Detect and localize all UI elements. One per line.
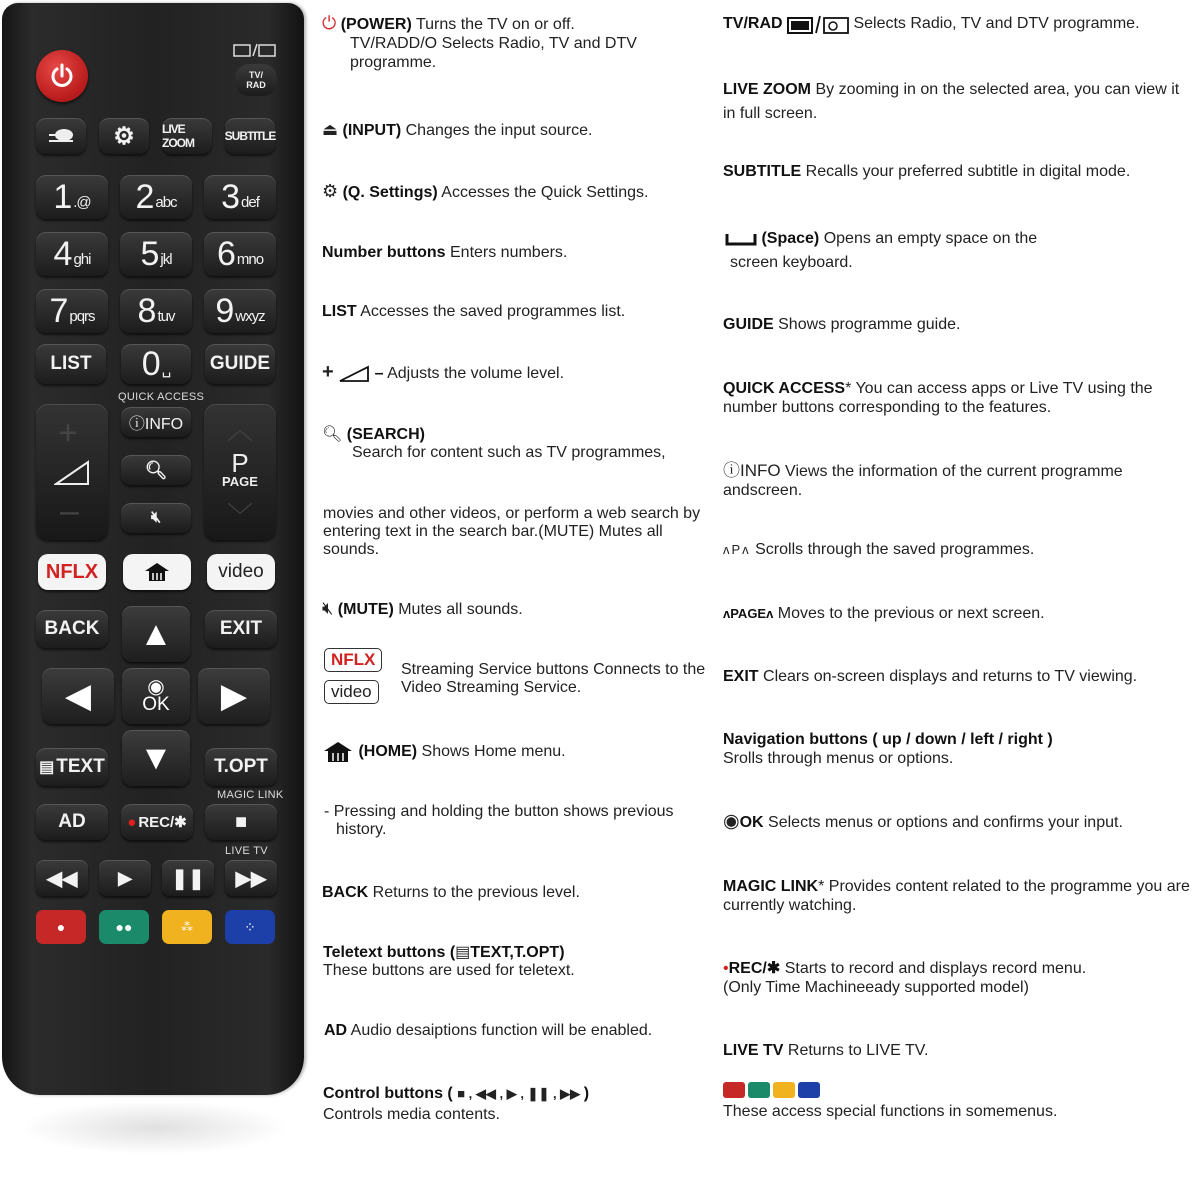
rec-text: Starts to record and displays record menu. (780, 960, 1087, 977)
exit-title: EXIT (723, 668, 759, 685)
blue-square-icon (798, 1082, 820, 1098)
nflx-button[interactable]: NFLX (38, 554, 106, 590)
blue-button[interactable] (225, 910, 275, 944)
volume-icon (54, 460, 90, 486)
input-icon (47, 127, 75, 145)
power-button[interactable] (36, 50, 88, 102)
number-button-6[interactable] (204, 232, 276, 276)
arrow-left-icon: ◀ (64, 677, 92, 715)
teletext-title: Teletext buttons ( (323, 944, 456, 961)
guide-text: Shows programme guide. (773, 316, 961, 333)
page-label: PAGE (222, 474, 258, 489)
three-dot-icon: ⁂ (181, 920, 193, 934)
ad-button[interactable]: AD (36, 804, 108, 840)
space-icon: ␣ (161, 361, 171, 378)
input-icon-small: ⏏ (322, 120, 339, 139)
color-squares (723, 1080, 1199, 1100)
teletext-icon-small: ▤ (455, 944, 471, 961)
ok-desc (723, 812, 1199, 832)
number-letters: abc (155, 193, 177, 211)
nflx-icon: NFLX (324, 648, 382, 672)
remote-shadow (20, 1100, 290, 1155)
home-title: (HOME) (358, 743, 418, 761)
control-text: Controls media contents. (323, 1106, 500, 1123)
topt-button[interactable]: T.OPT (205, 748, 277, 786)
num-text: Enters numbers. (445, 244, 568, 261)
nav-down-button[interactable] (122, 730, 190, 786)
magic-title: MAGIC LINK (723, 878, 819, 895)
teletext-icon: ▤ (39, 759, 55, 776)
list-text: Accesses the saved programmes list. (356, 303, 626, 320)
page-desc (723, 604, 1199, 623)
search-desc-2: movies and other videos, or perform a web search by entering text in the search bar.(MUTE) Mutes all sounds. (323, 505, 701, 558)
rec-text-2: (Only Time Machineeady supported model) (723, 979, 1029, 996)
rec-desc (723, 959, 1199, 997)
ok-title: OK (739, 814, 764, 831)
rec-dot-icon-small: • (723, 960, 729, 977)
number-digit: 5 (140, 234, 159, 273)
video-button[interactable]: video (207, 554, 275, 590)
search-title: (SEARCH) (346, 426, 425, 443)
mute-button[interactable] (121, 503, 191, 533)
number-digit: 1 (53, 177, 72, 216)
ad-text: Audio desaiptions function will be enabled. (347, 1022, 653, 1039)
number-button-5[interactable] (120, 232, 192, 276)
livezoom-title: LIVE ZOOM (723, 81, 811, 98)
home-button[interactable] (123, 554, 191, 590)
tvrad-text: Selects Radio, TV and DTV programme. (849, 15, 1140, 33)
control-icons: ■ , ◀◀ , ▶ , ❚❚ , ▶▶ (457, 1086, 584, 1101)
stream-text: Streaming Service buttons Connects to the Video Streaming Service. (401, 661, 706, 696)
guide-desc (723, 315, 1199, 334)
rewind-icon: ◀◀ (46, 867, 78, 890)
home-icon-small (322, 740, 354, 764)
pv-text: Scrolls through the saved programmes. (750, 541, 1035, 558)
play-button[interactable] (99, 860, 151, 896)
home-text: Shows Home menu. (417, 743, 566, 761)
magic-text: * Provides content related to the programme you are currently watching. (723, 878, 1190, 914)
number-letters: ghi (73, 250, 91, 268)
quick-access-desc (723, 379, 1199, 417)
pause-icon: ❚❚ (171, 867, 205, 890)
tv-rad-bottom: RAD (246, 80, 266, 90)
yellow-square-icon (773, 1082, 795, 1098)
num-title: Number buttons (322, 244, 446, 261)
red-button[interactable] (36, 910, 86, 944)
power-icon (47, 61, 77, 91)
arrow-down-icon: ▼ (139, 738, 173, 777)
number-button-4[interactable] (36, 232, 108, 276)
power-desc (322, 14, 712, 72)
input-text: Changes the input source. (401, 122, 593, 139)
search-desc (322, 425, 712, 462)
four-dot-icon: ⁘ (244, 918, 256, 935)
magic-link-desc (723, 877, 1199, 915)
live-tv-label: LIVE TV (225, 845, 268, 857)
back-text: Returns to the previous level. (368, 884, 580, 901)
nav-title: Navigation buttons ( up / down / left / right ) (723, 731, 1053, 748)
quick-access-label: QUICK ACCESS (118, 391, 205, 403)
back-title: BACK (322, 884, 369, 901)
nav-left-button[interactable] (42, 668, 114, 724)
number-digit: 8 (137, 291, 156, 330)
number-button-7[interactable] (36, 289, 108, 333)
input-title: (INPUT) (342, 122, 402, 139)
nav-up-button[interactable] (122, 606, 190, 662)
exit-text: Clears on-screen displays and returns to TV viewing. (758, 668, 1138, 685)
qset-text: Accesses the Quick Settings. (437, 184, 649, 201)
rewind-button[interactable] (36, 860, 88, 896)
volume-triangle-icon (338, 365, 370, 383)
nav-right-button[interactable] (198, 668, 270, 724)
number-letters: pqrs (69, 307, 95, 325)
number-button-2[interactable] (120, 175, 192, 219)
page-up-icon: ︿ (226, 415, 253, 445)
stop-icon: ■ (234, 810, 248, 833)
magic-link-label: MAGIC LINK (217, 789, 284, 801)
history-desc: - Pressing and holding the button shows previous history. (324, 803, 674, 838)
number-letters: .@ (73, 193, 91, 211)
tvrad-title: TV/RAD (723, 15, 783, 33)
subtitle-button[interactable]: SUBTITLE (225, 118, 275, 154)
teletext-text-label: TEXT (470, 944, 510, 961)
teletext-text: These buttons are used for teletext. (323, 962, 575, 979)
number-digit: 7 (49, 291, 68, 330)
volume-rocker[interactable] (36, 404, 108, 540)
number-letters: tuv (157, 307, 175, 325)
volume-down-icon: – (60, 492, 79, 530)
page-down-icon: ﹀ (226, 501, 253, 531)
guide-button[interactable]: GUIDE (205, 344, 275, 384)
home-desc (322, 740, 712, 764)
qa-text: * You can access apps or Live TV using the number buttons corresponding to the features. (723, 380, 1153, 416)
pv-desc (723, 540, 1199, 559)
rec-button[interactable] (121, 804, 193, 840)
control-desc (323, 1083, 713, 1125)
mute-title: (MUTE) (337, 601, 394, 618)
yellow-button[interactable] (162, 910, 212, 944)
info-desc (723, 461, 1193, 500)
qa-title: QUICK ACCESS (723, 380, 846, 397)
list-desc (322, 302, 712, 321)
text-button[interactable] (36, 748, 108, 786)
color-text: These access special functions in somemenus. (723, 1103, 1058, 1120)
number-digit: 4 (53, 234, 72, 273)
qset-title: (Q. Settings) (342, 184, 438, 201)
teletext-desc (323, 944, 713, 980)
volume-minus-icon: – (374, 365, 384, 382)
video-icon: video (324, 680, 379, 704)
list-title: LIST (322, 303, 357, 320)
tv-rad-button[interactable] (235, 64, 277, 96)
green-square-icon (748, 1082, 770, 1098)
space-text-2: screen keyboard. (730, 254, 853, 271)
stop-button[interactable] (205, 804, 277, 840)
ad-desc (324, 1021, 714, 1040)
power-text: Turns the TV on or off. (411, 16, 575, 33)
number-letters: wxyz (235, 307, 265, 325)
livetv-title: LIVE TV (723, 1042, 784, 1059)
ok-button[interactable] (122, 668, 190, 724)
search-icon: 🔍︎ (144, 459, 168, 480)
back-button[interactable]: BACK (36, 610, 108, 648)
ok-label: OK (142, 694, 170, 715)
mute-desc (322, 599, 712, 619)
list-button[interactable]: LIST (36, 344, 106, 384)
space-title: (Space) (761, 230, 820, 247)
space-desc (725, 227, 1195, 275)
power-icon-small: ⏻ (322, 13, 337, 33)
exit-desc (723, 667, 1200, 686)
live-zoom-button[interactable]: LIVE ZOOM (162, 118, 212, 154)
exit-button[interactable]: EXIT (205, 610, 277, 648)
one-dot-icon: ● (56, 919, 66, 935)
arrow-right-icon: ▶ (220, 677, 248, 715)
vol-text: Adjusts the volume level. (383, 365, 565, 382)
zero-label: 0 (141, 344, 160, 383)
gear-icon: ⚙ (113, 122, 135, 150)
number-desc (322, 243, 712, 262)
number-button-8[interactable] (120, 289, 192, 333)
fast-forward-button[interactable] (225, 860, 277, 896)
livezoom-desc (723, 78, 1183, 126)
mute-icon: 🔇︎ (150, 509, 162, 526)
number-digit: 6 (216, 234, 235, 273)
number-letters: jkl (160, 250, 172, 268)
control-close: ) (583, 1085, 590, 1102)
number-letters: mno (236, 250, 264, 268)
volume-up-icon: + (58, 414, 78, 452)
ok-circle-icon: ◉ (147, 676, 165, 698)
green-button[interactable] (99, 910, 149, 944)
zero-button[interactable] (121, 344, 191, 384)
tv-radio-icon (233, 42, 277, 58)
guide-title: GUIDE (723, 316, 774, 333)
volume-desc (322, 363, 712, 383)
ok-text: Selects menus or options and confirms your input. (763, 814, 1123, 831)
fast-forward-icon: ▶▶ (235, 867, 267, 890)
tv-rad-top: TV/ (248, 70, 263, 80)
color-buttons-desc (723, 1080, 1199, 1121)
subtitle-desc (723, 162, 1199, 181)
qsettings-desc (322, 182, 712, 202)
play-icon: ▶ (118, 867, 132, 888)
nav-desc (723, 730, 1199, 768)
settings-button[interactable] (99, 118, 149, 154)
page-rocker[interactable] (204, 404, 276, 540)
teletext-topt-label: ,T.OPT) (509, 944, 565, 961)
livezoom-text: By zooming in on the selected area, you can view it in full screen. (723, 81, 1180, 122)
page-text: Moves to the previous or next screen. (773, 605, 1045, 622)
input-desc (322, 120, 712, 140)
tv-radio-icon-small (787, 14, 849, 34)
rec-label: REC/✱ (138, 814, 187, 831)
tvrad-desc (723, 14, 1199, 34)
red-square-icon (723, 1082, 745, 1098)
home-icon (143, 561, 171, 583)
search-icon-small: 🔍︎ (322, 426, 343, 443)
info-title: ⓘINFO (723, 461, 781, 480)
number-digit: 3 (221, 177, 240, 216)
livetv-text: Returns to LIVE TV. (783, 1042, 929, 1059)
number-digit: 2 (135, 177, 154, 216)
info-button[interactable]: ⓘINFO (121, 407, 191, 437)
mute-text: Mutes all sounds. (393, 601, 523, 618)
input-button[interactable] (36, 118, 86, 154)
pause-button[interactable] (162, 860, 214, 896)
number-digit: 9 (215, 291, 234, 330)
search-button[interactable] (121, 455, 191, 485)
pv-title: ʌPʌ (723, 542, 751, 557)
ok-circle-icon-small: ◉ (723, 811, 740, 832)
remote-control (0, 0, 305, 1182)
info-text: Views the information of the current programme andscreen. (723, 463, 1123, 499)
arrow-up-icon: ▲ (139, 614, 173, 653)
control-title: Control buttons ( (323, 1085, 453, 1102)
livetv-desc (723, 1041, 1199, 1060)
page-p-label: P (231, 448, 249, 478)
back-desc (322, 883, 712, 902)
rec-dot-icon: ● (127, 813, 137, 831)
number-button-1[interactable] (36, 175, 108, 219)
space-icon-small (725, 232, 757, 246)
number-letters: def (241, 193, 259, 211)
gear-icon-small: ⚙ (322, 181, 339, 201)
ad-title: AD (324, 1022, 348, 1039)
power-text-2: TV/RADD/O Selects Radio, TV and DTV programme. (350, 35, 637, 71)
space-text: Opens an empty space on the (819, 230, 1038, 247)
search-text: Search for content such as TV programmes, (352, 444, 666, 461)
subtitle-text: Recalls your preferred subtitle in digital mode. (801, 163, 1131, 180)
nav-text: Srolls through menus or options. (723, 750, 954, 767)
mute-icon-small: 🔇︎ (322, 598, 334, 618)
rec-title: REC/✱ (728, 960, 781, 977)
text-label: TEXT (56, 756, 105, 777)
number-button-9[interactable] (204, 289, 276, 333)
page-title: ʌPAGEʌ (723, 606, 774, 621)
two-dot-icon: ●● (115, 919, 133, 935)
number-button-3[interactable] (204, 175, 276, 219)
volume-icon-small: + (322, 361, 334, 383)
subtitle-title: SUBTITLE (723, 163, 802, 180)
power-title: (POWER) (340, 16, 412, 33)
